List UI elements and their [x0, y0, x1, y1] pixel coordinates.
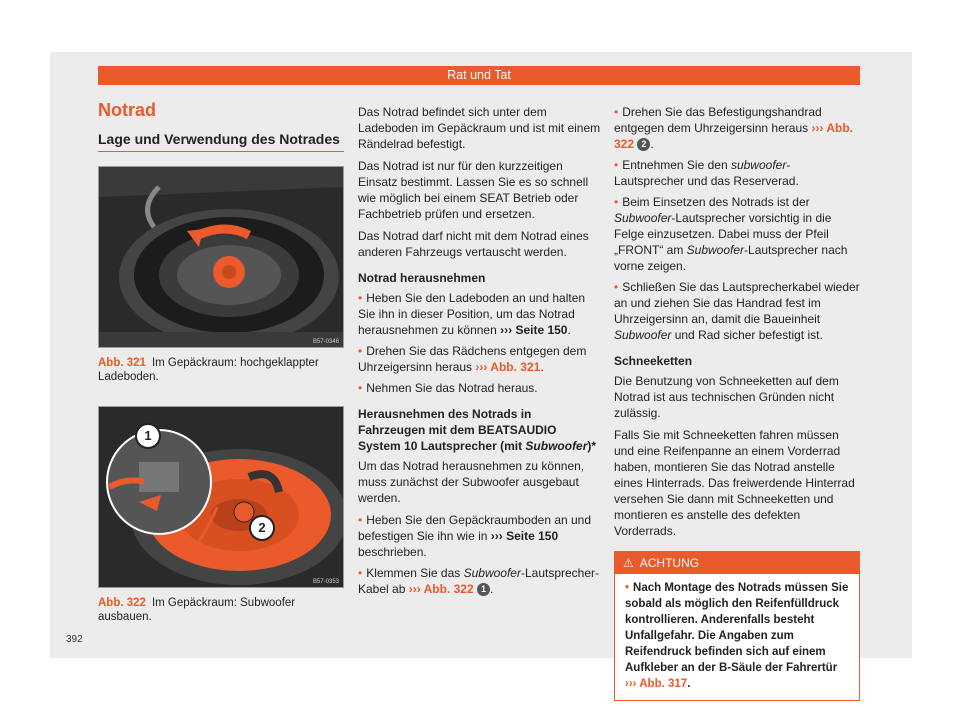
warning-box	[614, 551, 860, 701]
list-item	[358, 290, 602, 338]
heading-remove-spare: Notrad herausnehmen	[358, 271, 486, 285]
bullet-text: Drehen Sie das Rädchens entgegen dem Uhrzeigersinn heraus	[358, 344, 587, 374]
page-link[interactable]: ››› Seite 150	[500, 323, 568, 337]
list-item	[614, 279, 860, 343]
list-item	[614, 157, 860, 189]
warning-text: Nach Montage des Notrads müssen Sie sobald als möglich den Reifenfülldruck kontrollieren. Anderenfalls besteht Unfallgefahr. Die Angaben zum Reifendruck befinden sich auf einem Aufkleber an der B-Säule der Fahrertür	[625, 582, 849, 674]
bullet-text: Heben Sie den Ladeboden an und halten Sie ihn in dieser Position, um das Notrad herausnehmen zu können	[358, 291, 586, 337]
column-2	[358, 104, 602, 602]
figure-321-caption	[98, 356, 344, 384]
warning-header	[615, 552, 859, 574]
heading-snow-chains: Schneeketten	[614, 354, 693, 368]
list-item: • Nehmen Sie das Notrad heraus.	[358, 380, 602, 396]
warning-title: ACHTUNG	[639, 556, 700, 570]
column-3	[614, 104, 860, 701]
punct: .	[489, 582, 494, 596]
heading-italic: Subwoofer	[525, 439, 588, 453]
callout-number: 2	[637, 138, 650, 151]
figure-label: Abb. 322	[98, 597, 146, 609]
callout-number: 1	[477, 583, 490, 596]
bullet-text: und Rad sicher befestigt ist.	[671, 328, 823, 342]
caption-text: Im Gepäckraum: Subwoofer ausbauen.	[98, 597, 296, 623]
bullet-text: Drehen Sie das Befestigungshandrad entgegen dem Uhrzeigersinn heraus	[614, 105, 822, 135]
figure-code: B57-0346	[312, 339, 339, 345]
subsection-title: Lage und Verwendung des Notrades	[98, 131, 344, 152]
bullet-text: -Lautsprecher-Kabel ab	[358, 566, 600, 596]
punct: .	[650, 137, 654, 151]
figure-link[interactable]: ››› Abb. 322	[614, 121, 854, 151]
bullet-text: -Lautsprecher und das Reserverad.	[614, 158, 799, 188]
list-item	[358, 512, 602, 560]
bullet-dot-icon: •	[625, 582, 630, 594]
bullet-italic: Subwoofer	[686, 243, 745, 257]
marker-1: 1	[135, 423, 161, 449]
bullet-italic: subwoofer	[730, 158, 787, 172]
bullet-text: Beim Einsetzen des Notrads ist der	[622, 195, 810, 209]
figure-321	[98, 166, 344, 348]
paragraph: Das Notrad darf nicht mit dem Notrad eines anderen Fahrzeugs vertauscht werden.	[358, 229, 589, 259]
paragraph: Um das Notrad herausnehmen zu können, muss zunächst der Subwoofer ausgebaut werden.	[358, 459, 585, 505]
bullet-text: Heben Sie den Gepäckraumboden an und befestigen Sie ihn wie in	[358, 513, 592, 543]
punct: .	[540, 360, 544, 374]
bullet-text: Klemmen Sie das	[366, 566, 464, 580]
page-link[interactable]: ››› Seite 150	[490, 529, 559, 543]
punct: .	[687, 678, 691, 690]
list-item	[614, 194, 860, 274]
bullet-italic: Subwoofer	[614, 211, 672, 225]
paragraph: Falls Sie mit Schneeketten fahren müssen und eine Reifenpanne an einem Vorderrad haben, montieren Sie das Notrad anstelle eines Hinterrads. Das freiwerdende Hinterrad versehen Sie dann mit Schneeketten und montieren es anstelle des defekten Vorderrads.	[614, 428, 855, 538]
warning-triangle-icon: ⚠	[623, 556, 634, 570]
warning-body	[615, 574, 859, 700]
figure-link[interactable]: ››› Abb. 321	[475, 360, 541, 374]
bullet-text: Schließen Sie das Lautsprecherkabel wieder an und ziehen Sie das Handrad fest im Uhrzeigersinn an, damit die Baueinheit	[614, 280, 860, 326]
list-item	[358, 343, 602, 375]
figure-322-caption	[98, 596, 344, 624]
column-1	[98, 100, 344, 624]
heading-text: Herausnehmen des Notrads in Fahrzeugen mit dem BEATSAUDIO System 10 Lautsprecher (mit	[358, 407, 557, 453]
bullet-italic: Subwoofer	[463, 566, 521, 580]
bullet-text: -Lautsprecher nach vorne zeigen.	[614, 243, 848, 273]
caption-text: Im Gepäckraum: hochgeklappter Ladeboden.	[98, 357, 319, 383]
bullet-italic: Subwoofer	[614, 328, 672, 342]
section-title: Notrad	[98, 100, 156, 120]
bullet-text: beschrieben.	[358, 545, 427, 559]
bullet-text: Entnehmen Sie den	[622, 158, 731, 172]
marker-2: 2	[249, 515, 275, 541]
list-item	[614, 104, 860, 152]
figure-link[interactable]: ››› Abb. 317	[625, 678, 688, 690]
paragraph: Das Notrad ist nur für den kurzzeitigen Einsatz bestimmt. Lassen Sie es so schnell wie möglich bei einem SEAT Betrieb oder Fachbetrieb prüfen und ersetzen.	[358, 159, 589, 221]
heading-text: )*	[587, 439, 597, 453]
spare-wheel-illustration	[99, 167, 343, 347]
chapter-header: Rat und Tat	[98, 66, 860, 85]
figure-322	[98, 406, 344, 588]
punct: .	[567, 323, 571, 337]
figure-code: B57-0353	[312, 579, 339, 585]
heading-beatsaudio	[358, 406, 602, 454]
figure-label: Abb. 321	[98, 357, 146, 369]
paragraph: Das Notrad befindet sich unter dem Ladeboden im Gepäckraum und ist mit einem Rändelrad befestigt.	[358, 105, 601, 151]
page-number: 392	[66, 634, 83, 645]
figure-link[interactable]: ››› Abb. 322	[408, 582, 474, 596]
paragraph: Die Benutzung von Schneeketten auf dem Notrad ist aus technischen Gründen nicht zulässig.	[614, 374, 839, 420]
bullet-text: -Lautsprecher vorsichtig in die Felge einzusetzen. Dabei muss der Pfeil „FRONT“ am	[614, 211, 832, 257]
list-item	[358, 565, 602, 597]
